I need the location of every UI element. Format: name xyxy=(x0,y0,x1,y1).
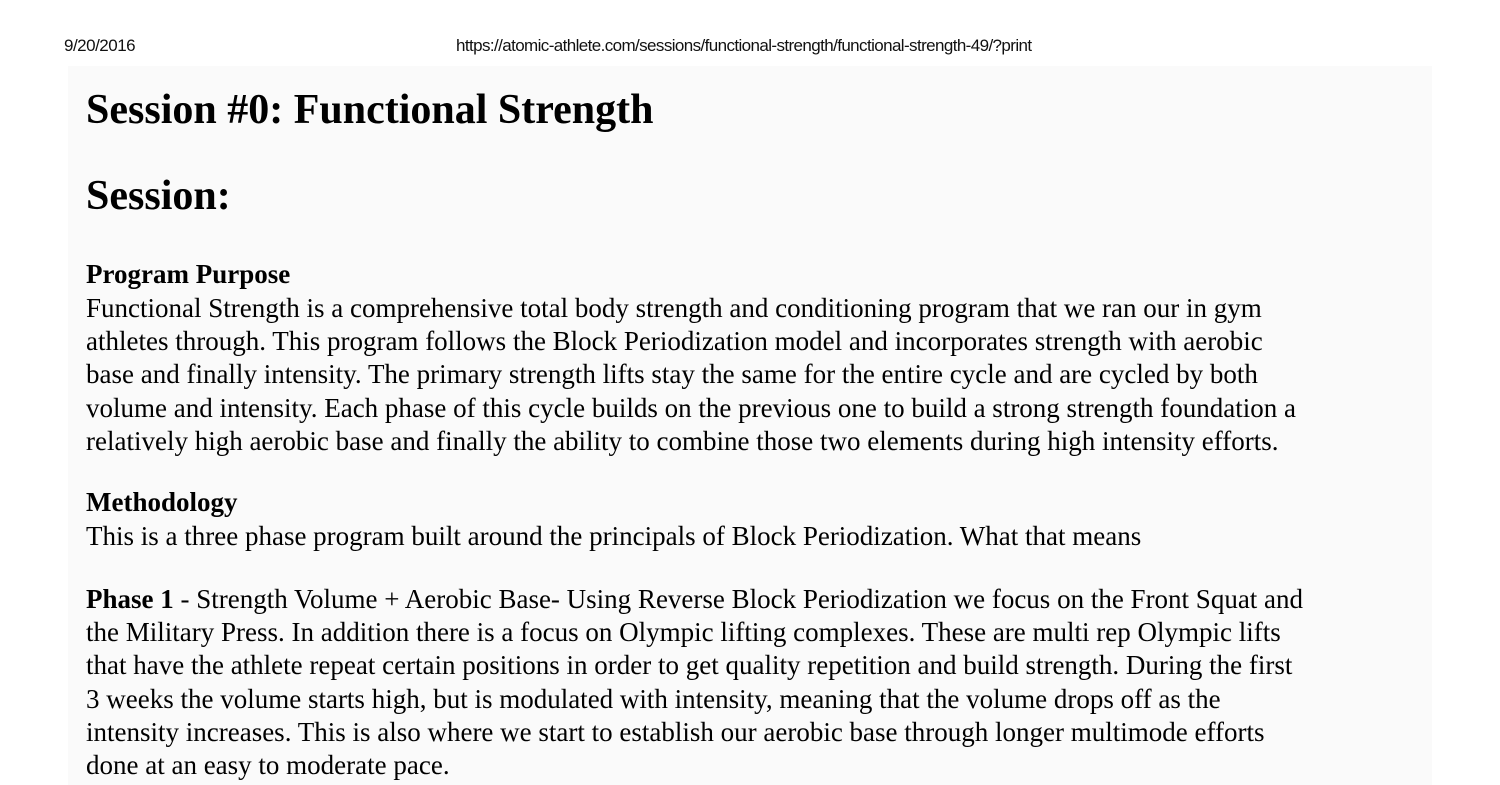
paragraph-line: volume and intensity. Each phase of this cycle builds on the previous one to build a strong strength foundation a xyxy=(86,392,1297,423)
methodology-heading: Methodology xyxy=(86,487,238,517)
paragraph-line xyxy=(86,583,1426,616)
paragraph-line: Functional Strength is a comprehensive total body strength and conditioning program that we ran our in gym xyxy=(86,293,1262,323)
paragraph-line: intensity increases. This is also where we start to establish our aerobic base through longer multimode efforts xyxy=(86,716,1265,747)
phase-1-label: Phase 1 xyxy=(86,584,174,614)
program-purpose-heading: Program Purpose xyxy=(86,259,291,289)
methodology-paragraph xyxy=(86,520,1426,553)
phase-1-first-line: - Strength Volume + Aerobic Base- Using Reverse Block Periodization we focus on the Front Squat and xyxy=(173,584,1304,614)
paragraph-line: the Military Press. In addition there is a focus on Olympic lifting complexes. These are multi rep Olympic lifts xyxy=(86,617,1281,648)
paragraph-line: base and finally intensity. The primary strength lifts stay the same for the entire cycle and are cycled by both xyxy=(86,359,1258,390)
paragraph-line: relatively high aerobic base and finally the ability to combine those two elements during high intensity efforts. xyxy=(86,425,1279,456)
program-purpose-paragraph xyxy=(86,292,1426,458)
paragraph-line: that have the athlete repeat certain positions in order to get quality repetition and build strength. During the first xyxy=(86,650,1293,681)
paragraph-line: athletes through. This program follows the Block Periodization model and incorporates strength with aerobic xyxy=(86,326,1263,357)
phase-1-paragraph xyxy=(86,583,1426,782)
paragraph-line: 3 weeks the volume starts high, but is modulated with intensity, meaning that the volume drops off as the xyxy=(86,683,1221,714)
print-url: https://atomic-athlete.com/sessions/functional-strength/functional-strength-49/?print xyxy=(456,36,1032,55)
page-title: Session #0: Functional Strength xyxy=(86,87,654,133)
paragraph-line: done at an easy to moderate pace. xyxy=(86,750,450,781)
print-header xyxy=(0,36,1500,58)
print-date: 9/20/2016 xyxy=(64,36,136,55)
paragraph-line: This is a three phase program built around the principals of Block Periodization. What that means xyxy=(86,521,1142,551)
session-heading: Session: xyxy=(86,173,231,219)
